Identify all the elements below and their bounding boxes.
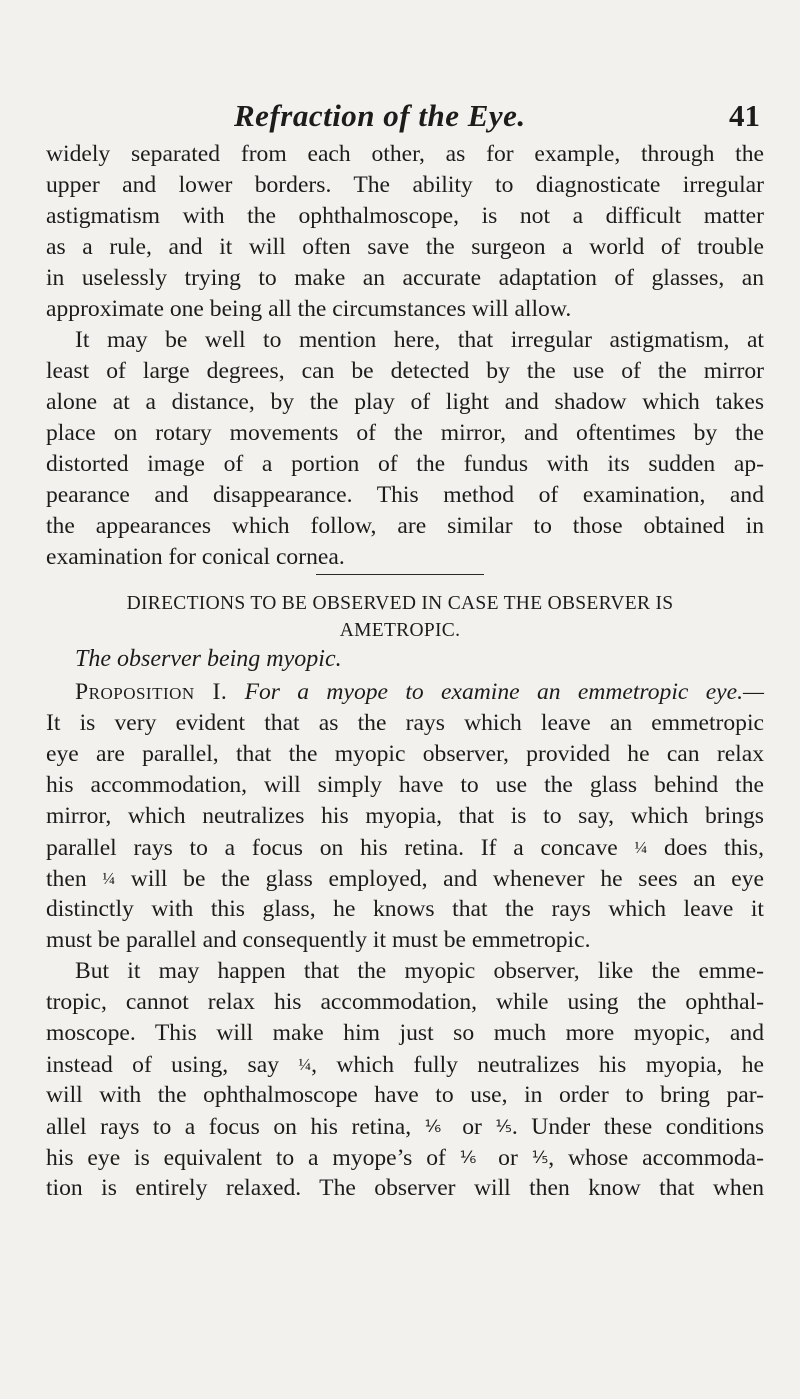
- text-run: , whose accommoda-: [548, 1145, 764, 1171]
- text-line: [46, 832, 764, 863]
- text-line: upper and lower borders. The ability to diagnosticate irregular: [46, 172, 764, 198]
- fraction: ¼: [634, 838, 648, 857]
- text-line: widely separated from each other, as for example, through the: [46, 141, 764, 167]
- text-line: distorted image of a portion of the fundus with its sudden ap-: [46, 451, 764, 477]
- fraction: ⅙: [424, 1117, 449, 1136]
- fraction: ⅙: [459, 1148, 485, 1167]
- subheading: The observer being myopic.: [75, 646, 342, 672]
- text-run: . Under these conditions: [511, 1114, 765, 1140]
- text-run: does this,: [664, 835, 765, 861]
- text-line: [46, 1111, 764, 1142]
- text-line: [46, 1049, 764, 1080]
- fraction: ¼: [102, 869, 116, 888]
- text-line: place on rotary movements of the mirror, and oftentimes by the: [46, 420, 764, 446]
- fraction: ⅕: [495, 1117, 512, 1136]
- text-run: allel rays to a focus on his retina,: [46, 1114, 412, 1140]
- proposition-label: Proposition I.: [75, 679, 228, 705]
- text-line: examination for conical cornea.: [46, 544, 345, 570]
- text-line: in uselessly trying to make an accurate adaptation of glasses, an: [46, 265, 764, 291]
- text-line: It is very evident that as the rays which leave an emmetropic: [46, 710, 764, 736]
- text-run: instead of using, say: [46, 1052, 280, 1078]
- text-line: as a rule, and it will often save the surgeon a world of trouble: [46, 234, 764, 260]
- text-line: mirror, which neutralizes his myopia, that is to say, which brings: [46, 803, 764, 829]
- section-heading-line-2: AMETROPIC.: [339, 620, 461, 641]
- text-line: must be parallel and consequently it must be emmetropic.: [46, 927, 591, 953]
- text-run: will be the glass employed, and whenever he sees an eye: [130, 866, 764, 892]
- text-line: the appearances which follow, are similar to those obtained in: [46, 513, 764, 539]
- text-line: It may be well to mention here, that irregular astigmatism, at: [75, 327, 764, 353]
- text-line: least of large degrees, can be detected by the use of the mirror: [46, 358, 764, 384]
- text-line: his accommodation, will simply have to use the glass behind the: [46, 772, 764, 798]
- running-title: Refraction of the Eye.: [234, 98, 526, 133]
- text-run: , which fully neutralizes his myopia, he: [311, 1052, 765, 1078]
- text-run: parallel rays to a focus on his retina. If a concave: [46, 835, 618, 861]
- text-line: [46, 863, 764, 894]
- text-run: then: [46, 866, 87, 892]
- text-line: alone at a distance, by the play of light and shadow which takes: [46, 389, 764, 415]
- fraction: ⅕: [531, 1148, 549, 1167]
- text-line: [46, 1142, 764, 1173]
- text-run: or: [498, 1145, 518, 1171]
- proposition-title: For a myope to examine an emmetropic eye.—: [244, 679, 764, 705]
- running-head: [0, 98, 800, 134]
- section-divider: [316, 574, 484, 575]
- text-line: moscope. This will make him just so much more myopic, and: [46, 1020, 764, 1046]
- text-line: tropic, cannot relax his accommodation, while using the ophthal-: [46, 989, 764, 1015]
- text-line: will with the ophthalmoscope have to use, in order to bring par-: [46, 1082, 764, 1108]
- text-line: tion is entirely relaxed. The observer will then know that when: [46, 1175, 764, 1201]
- text-line: distinctly with this glass, he knows that the rays which leave it: [46, 896, 764, 922]
- text-line: astigmatism with the ophthalmoscope, is not a difficult matter: [46, 203, 764, 229]
- text-line: eye are parallel, that the myopic observer, provided he can relax: [46, 741, 764, 767]
- text-run: his eye is equivalent to a myope’s of: [46, 1145, 446, 1171]
- text-line: pearance and disappearance. This method of examination, and: [46, 482, 764, 508]
- text-run: or: [462, 1114, 482, 1140]
- text-line: approximate one being all the circumstances will allow.: [46, 296, 572, 322]
- text-line: But it may happen that the myopic observer, like the emme-: [75, 958, 764, 984]
- section-heading-line-1: DIRECTIONS TO BE OBSERVED IN CASE THE OBSERVER IS: [126, 593, 674, 614]
- proposition-line: [75, 677, 764, 708]
- page-number: 41: [729, 98, 760, 133]
- fraction: ¼: [298, 1055, 312, 1074]
